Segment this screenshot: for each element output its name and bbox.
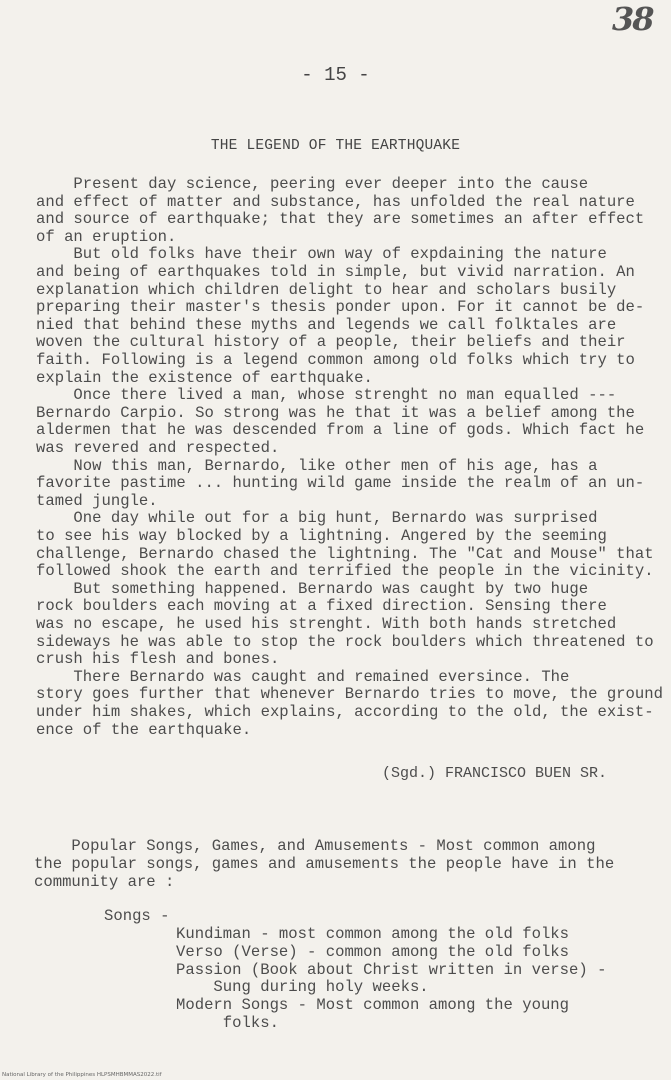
paragraph-6-line: But something happened. Bernardo was caught by two huge (36, 579, 589, 598)
songs-intro-line: the popular songs, games and amusements the people have in the (34, 855, 615, 873)
paragraph-5-line: challenge, Bernardo chased the lightning. The "Cat and Mouse" that (36, 544, 654, 563)
document-title: THE LEGEND OF THE EARTHQUAKE (210, 138, 461, 154)
paragraph-4-line: favorite pastime ... hunting wild game inside the realm of an un- (36, 474, 645, 493)
paragraph-5-line: followed shook the earth and terrified the people in the vicinity. (36, 562, 654, 581)
paragraph-1-line: and effect of matter and substance, has unfolded the real nature (36, 192, 635, 211)
signature: (Sgd.) FRANCISCO BUEN SR. (382, 765, 608, 782)
songs-intro-line: community are : (34, 873, 175, 891)
handwritten-page-number: 38 (612, 0, 653, 38)
paragraph-3-line: aldermen that he was descended from a line of gods. Which fact he (36, 421, 645, 440)
paragraph-5-line: One day while out for a big hunt, Bernardo was surprised (36, 509, 598, 528)
song-list-item: Passion (Book about Christ written in verse) - (176, 960, 607, 979)
paragraph-2-line: But old folks have their own way of expdaining the nature (36, 245, 607, 264)
paragraph-1-line: of an eruption. (36, 227, 177, 246)
paragraph-2-line: faith. Following is a legend common among old folks which try to (36, 351, 635, 369)
paragraph-6-line: rock boulders each moving at a fixed direction. Sensing there (36, 597, 607, 616)
song-list-item: Sung during holy weeks. (176, 978, 429, 997)
paragraph-6-line: was no escape, he used his strenght. With both hands stretched (36, 615, 617, 633)
paragraph-1-line: and source of earthquake; that they are sometimes an after effect (36, 210, 645, 229)
paragraph-7-line: story goes further that whenever Bernardo tries to move, the ground (36, 685, 663, 704)
paragraph-2-line: woven the cultural history of a people, their beliefs and their (36, 333, 626, 352)
songs-intro-line: Popular Songs, Games, and Amusements - Most common among (34, 837, 596, 855)
paragraph-2-line: explanation which children delight to hear and scholars busily (36, 280, 617, 299)
scan-footer: National Library of the Philippines HLPSMHBMMAS2022.tif (2, 1072, 162, 1078)
paragraph-2-line: explain the existence of earthquake. (36, 368, 373, 387)
paragraph-6-line: sideways he was able to stop the rock boulders which threatened to (36, 632, 654, 651)
song-list-item: folks. (176, 1014, 279, 1032)
paragraph-1-line: Present day science, peering ever deeper into the cause (36, 175, 589, 193)
songs-heading: Songs - (104, 907, 170, 925)
song-list-item: Modern Songs - Most common among the young (176, 996, 570, 1015)
paragraph-3-line: was revered and respected. (36, 439, 280, 457)
paragraph-3-line: Bernardo Carpio. So strong was he that it was a belief among the (36, 403, 635, 422)
paragraph-2-line: and being of earthquakes told in simple, but vivid narration. An (36, 263, 635, 281)
paragraph-7-line: There Bernardo was caught and remained eversince. The (36, 667, 570, 686)
paragraph-6-line: crush his flesh and bones. (36, 650, 280, 669)
page-number: - 15 - (301, 64, 370, 86)
paragraph-2-line: preparing their master's thesis ponder upon. For it cannot be de- (36, 298, 645, 317)
song-list-item: Kundiman - most common among the old folks (176, 925, 570, 943)
paragraph-5-line: to see his way blocked by a lightning. Angered by the seeming (36, 527, 607, 545)
paragraph-3-line: Once there lived a man, whose strenght no man equalled --- (36, 386, 617, 405)
paragraph-4-line: Now this man, Bernardo, like other men of his age, has a (36, 456, 598, 475)
paragraph-2-line: nied that behind these myths and legends we call folktales are (36, 315, 617, 334)
paragraph-7-line: ence of the earthquake. (36, 720, 252, 739)
paragraph-4-line: tamed jungle. (36, 491, 158, 510)
song-list-item: Verso (Verse) - common among the old folks (176, 942, 570, 961)
paragraph-7-line: under him shakes, which explains, according to the old, the exist- (36, 703, 654, 721)
